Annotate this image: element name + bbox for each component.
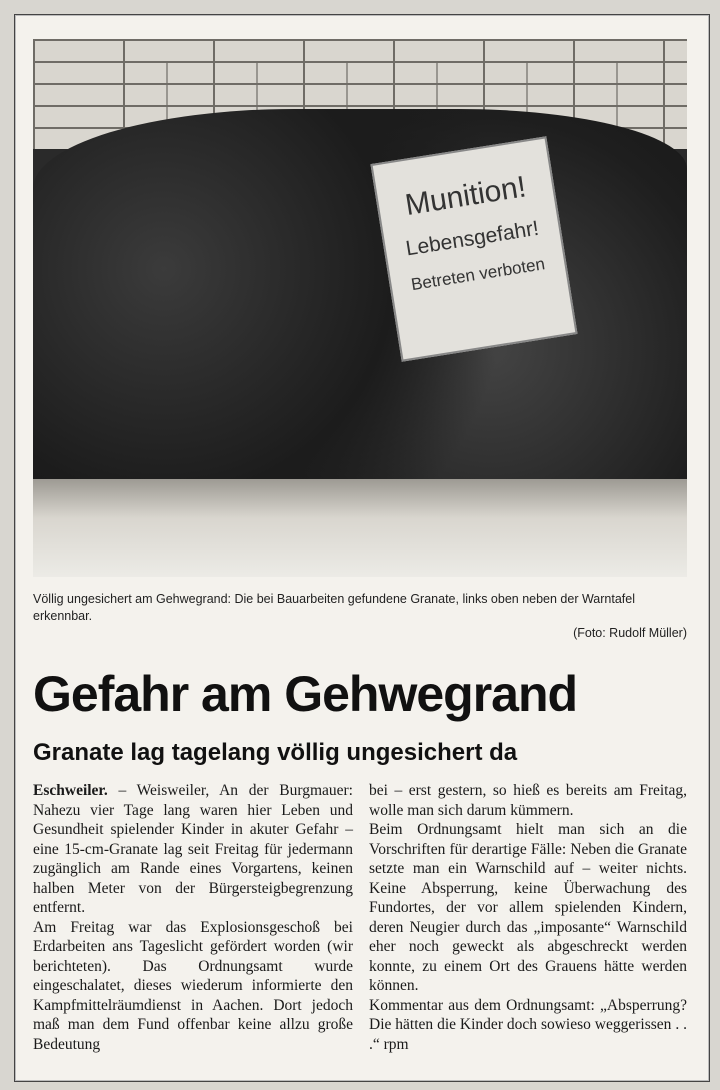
paragraph-5: Kommentar aus dem Ordnungsamt: „Absperrung? Die hätten die Kinder doch sowieso weggerissen . . .“ rpm (369, 996, 687, 1053)
newspaper-clipping (14, 14, 710, 1082)
subheadline: Granate lag tagelang völlig ungesichert da (33, 739, 518, 766)
photo-caption (33, 591, 687, 642)
caption-text: Völlig ungesichert am Gehwegrand: Die bei Bauarbeiten gefundene Granate, links oben neben der Warntafel erkennbar. (33, 592, 636, 623)
headline: Gefahr am Gehwegrand (33, 666, 578, 722)
paragraph-1-text: – Weisweiler, An der Burgmauer: Nahezu vier Tage lang waren hier Leben und Gesundheit spielender Kinder in akuter Gefahr – eine 15-cm-Granate lag seit Freitag für jedermann zugänglich am Rande eines Vorgartens, keinen halben Meter von der Bürgersteigbegrenzung entfernt. (33, 782, 353, 916)
warning-sign-line1: Munition! (402, 170, 529, 222)
warning-sign-line3: Betreten verboten (409, 254, 547, 295)
warning-sign (370, 136, 577, 361)
article-column-right (369, 781, 687, 1054)
paragraph-3: bei – erst gestern, so hieß es bereits am Freitag, wolle man sich darum kümmern. (369, 782, 687, 819)
paragraph-4: Beim Ordnungsamt hielt man sich an die Vorschriften für derartige Fälle: Neben die Granate setzte man ein Warnschild auf – weiter nichts. Keine Absperrung, keine Überwachung des Fundortes, der vor allem spielenden Kindern, deren Neugier durch das „imposante“ Warnschild eher noch geweckt als abgeschreckt werden konnte, zu einem Ort des Grauens hätte werden können. (369, 821, 687, 994)
paragraph-2: Am Freitag war das Explosionsgeschoß bei Erdarbeiten ans Tageslicht gefördert worden (wir berichteten). Das Ordnungsamt wurde eingeschalatet, dieses wiederum informierte den Kampfmittelräumdienst in Aachen. Dort jedoch maß man dem Fund offenbar keine allzu große Bedeutung (33, 918, 353, 1053)
article-column-left (33, 781, 353, 1054)
dirt-pile (33, 109, 687, 509)
article-photo (33, 39, 687, 577)
paragraph-1 (33, 781, 353, 918)
dateline: Eschweiler. (33, 782, 108, 799)
warning-sign-line2: Lebensgefahr! (404, 216, 541, 261)
photo-credit: (Foto: Rudolf Müller) (573, 626, 687, 640)
sidewalk-curb (33, 479, 687, 577)
